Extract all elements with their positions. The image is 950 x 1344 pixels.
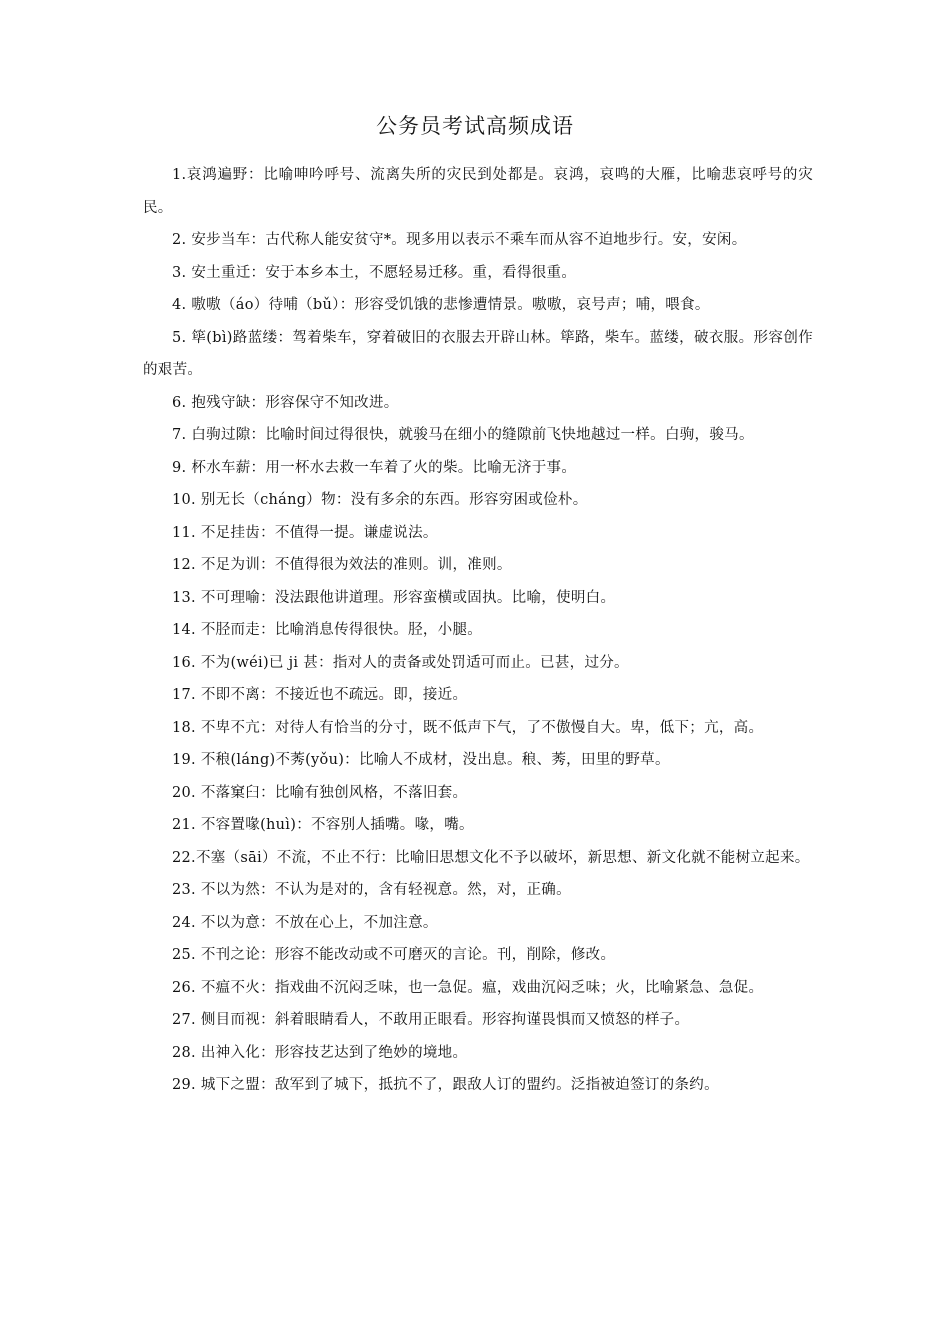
idiom-entry: 17. 不即不离：不接近也不疏远。即，接近。 [172, 687, 468, 703]
idiom-entry: 24. 不以为意：不放在心上，不加注意。 [172, 914, 438, 931]
idiom-entry: 4. 嗷嗷（áo）待哺（bǔ）：形容受饥饿的悲惨遭情景。嗷嗷，哀号声；哺，喂食。 [172, 297, 710, 313]
idiom-entry: 3. 安土重迁：安于本乡本土，不愿轻易迁移。重，看得很重。 [172, 264, 577, 281]
idiom-entry: 27. 侧目而视：斜着眼睛看人，不敢用正眼看。形容拘谨畏惧而又愤怒的样子。 [172, 1012, 690, 1028]
idiom-entry: 12. 不足为训：不值得很为效法的准则。训，准则。 [172, 557, 512, 573]
idiom-entry: 7. 白驹过隙：比喻时间过得很快，就骏马在细小的缝隙前飞快地越过一样。白驹，骏马。 [172, 427, 754, 443]
idiom-entry: 13. 不可理喻：没法跟他讲道理。形容蛮横或固执。比喻，使明白。 [172, 589, 616, 606]
idiom-entry: 23. 不以为然：不认为是对的，含有轻视意。然，对，正确。 [172, 882, 571, 898]
idiom-entry: 5. 筚(bì)路蓝缕：驾着柴车，穿着破旧的衣服去开辟山林。筚路，柴车。蓝缕，破衣服。形容创作的艰苦。 [143, 329, 813, 378]
idiom-entry: 19. 不稂(láng)不莠(yǒu)：比喻人不成材，没出息。稂、莠，田里的野草。 [172, 752, 670, 768]
idiom-entry: 25. 不刊之论：形容不能改动或不可磨灭的言论。刊，削除，修改。 [172, 947, 616, 963]
idiom-entry: 26. 不瘟不火：指戏曲不沉闷乏味，也一急促。瘟，戏曲沉闷乏味；火，比喻紧急、急促。 [172, 979, 764, 996]
idiom-list [143, 159, 813, 1102]
idiom-entry: 9. 杯水车薪：用一杯水去救一车着了火的柴。比喻无济于事。 [172, 459, 577, 476]
idiom-entry: 16. 不为(wéi)已 ji 甚：指对人的责备或处罚适可而止。已甚，过分。 [172, 654, 629, 671]
idiom-entry: 10. 别无长（cháng）物：没有多余的东西。形容穷困或俭朴。 [172, 492, 588, 508]
idiom-entry: 28. 出神入化：形容技艺达到了绝妙的境地。 [172, 1044, 468, 1061]
idiom-entry: 14. 不胫而走：比喻消息传得很快。胫，小腿。 [172, 622, 483, 638]
idiom-entry: 1.哀鸿遍野：比喻呻吟呼号、流离失所的灾民到处都是。哀鸿，哀鸣的大雁，比喻悲哀呼号的灾民。 [143, 167, 813, 216]
idiom-entry: 29. 城下之盟：敌军到了城下，抵抗不了，跟敌人订的盟约。泛指被迫签订的条约。 [172, 1077, 719, 1093]
idiom-entry: 21. 不容置喙(huì)：不容别人插嘴。喙，嘴。 [172, 817, 474, 833]
idiom-entry: 6. 抱残守缺：形容保守不知改进。 [172, 394, 399, 411]
idiom-entry: 18. 不卑不亢：对待人有恰当的分寸，既不低声下气，了不傲慢自大。卑，低下；亢，高。 [172, 719, 764, 736]
idiom-entry: 2. 安步当车：古代称人能安贫守*。现多用以表示不乘车而从容不迫地步行。安，安闲。 [172, 232, 747, 248]
idiom-entry: 11. 不足挂齿：不值得一提。谦虚说法。 [172, 524, 438, 541]
idiom-entry: 22.不塞（sāi）不流，不止不行：比喻旧思想文化不予以破坏，新思想、新文化就不能树立起来。 [172, 849, 810, 866]
idiom-entry: 20. 不落窠臼：比喻有独创风格，不落旧套。 [172, 784, 468, 801]
document-title: 公务员考试高频成语 [376, 114, 574, 138]
